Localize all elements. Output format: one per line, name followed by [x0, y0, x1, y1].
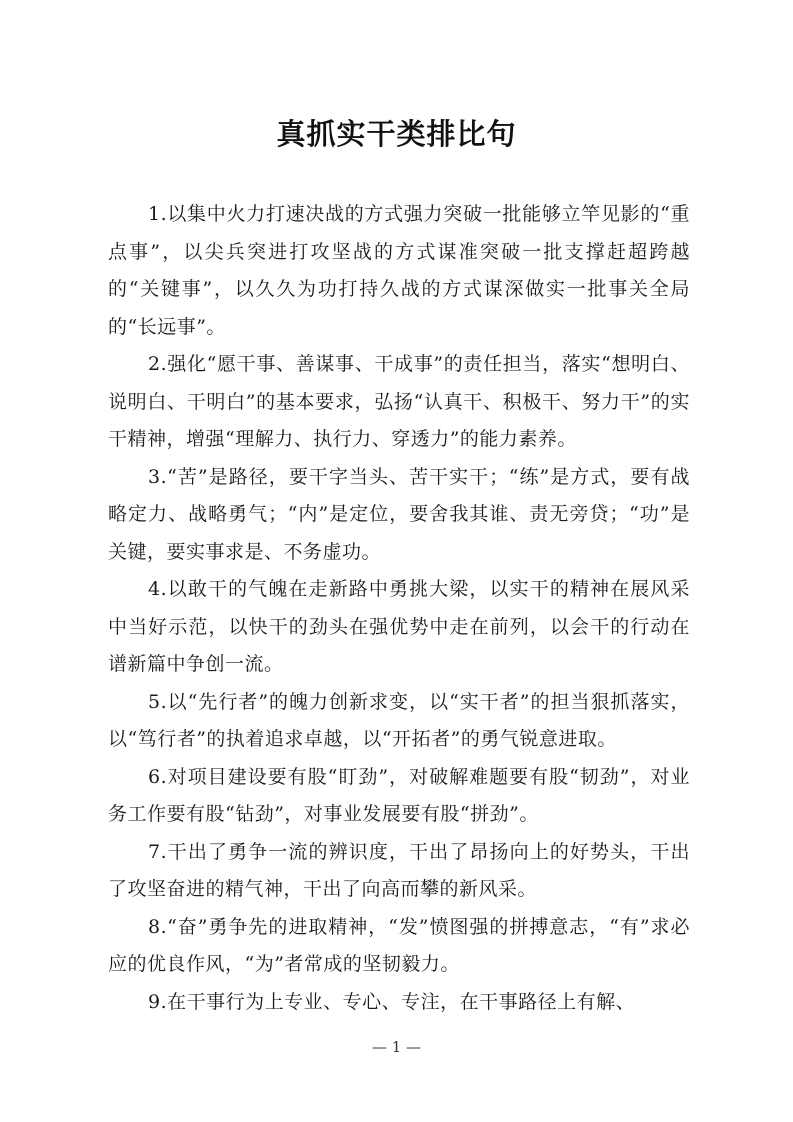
paragraph-6: 6.对项目建设要有股“盯劲”，对破解难题要有股“韧劲”，对业务工作要有股“钻劲”，对事业发展要有股“拼劲”。 [108, 765, 690, 825]
document-title: 真抓实干类排比句 [276, 117, 517, 151]
paragraph-4: 4.以敢干的气魄在走新路中勇挑大梁，以实干的精神在展风采中当好示范，以快干的劲头在强优势中走在前列，以会干的行动在谱新篇中争创一流。 [108, 578, 690, 675]
paragraph-2: 2.强化“愿干事、善谋事、干成事”的责任担当，落实“想明白、说明白、干明白”的基本要求，弘扬“认真干、积极干、努力干”的实干精神，增强“理解力、执行力、穿透力”的能力素养。 [108, 353, 690, 450]
paragraph-7: 7.干出了勇争一流的辨识度，干出了昂扬向上的好势头，干出了攻坚奋进的精气神，干出了向高而攀的新风采。 [108, 840, 690, 900]
paragraph-5: 5.以“先行者”的魄力创新求变，以“实干者”的担当狠抓落实，以“笃行者”的执着追求卓越，以“开拓者”的勇气锐意进取。 [108, 690, 690, 750]
document-body [108, 196, 690, 1021]
paragraph-8: 8.“奋”勇争先的进取精神，“发”愤图强的拼搏意志，“有”求必应的优良作风，“为”者常成的坚韧毅力。 [108, 915, 690, 975]
paragraph-3: 3.“苦”是路径，要干字当头、苦干实干；“练”是方式，要有战略定力、战略勇气；“内”是定位，要舍我其谁、责无旁贷；“功”是关键，要实事求是、不务虚功。 [108, 465, 690, 563]
page-number: — 1 — [371, 1038, 422, 1056]
paragraph-1: 1.以集中火力打速决战的方式强力突破一批能够立竿见影的“重点事”，以尖兵突进打攻坚战的方式谋准突破一批支撑赶超跨越的“关键事”，以久久为功打持久战的方式谋深做实一批事关全局的“长远事”。 [108, 203, 690, 338]
paragraph-9: 9.在干事行为上专业、专心、专注，在干事路径上有解、 [148, 990, 636, 1013]
